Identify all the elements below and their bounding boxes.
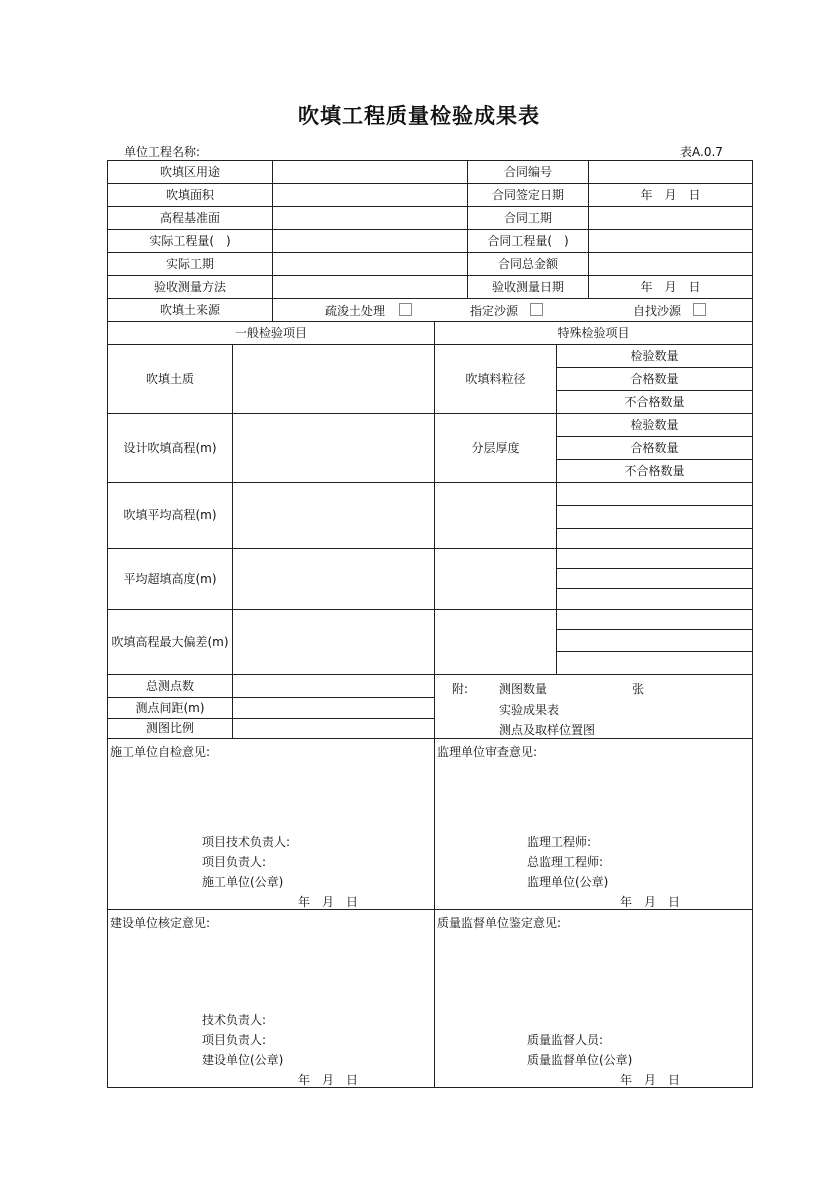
info-label-left	[107, 160, 273, 184]
supervision-date: 年 月 日	[620, 895, 681, 909]
attachment-item: 测点及取样位置图	[499, 723, 596, 737]
info-value-field[interactable]	[272, 160, 468, 184]
special-sub-row[interactable]	[556, 548, 753, 569]
info-label-right-label: 合同总金额	[497, 256, 558, 271]
special-sub-row-label: 不合格数量	[624, 463, 685, 478]
info-label-right-label: 合同签定日期	[491, 187, 564, 202]
special-sub-row	[556, 344, 753, 368]
info-label-right-label: 合同工程量( )	[487, 233, 569, 248]
info-value-field[interactable]	[272, 183, 468, 207]
special-sub-row[interactable]	[556, 568, 753, 589]
construction-opinion-title: 施工单位自检意见:	[110, 745, 211, 759]
info-label-right	[467, 252, 589, 276]
supervision-signature-line: 监理单位(公章)	[527, 875, 609, 889]
general-item-label	[107, 413, 233, 483]
info-value-field[interactable]	[588, 275, 753, 299]
general-items-header	[107, 321, 435, 345]
special-sub-row	[556, 459, 753, 483]
info-label-left-label: 验收测量方法	[153, 279, 226, 294]
special-sub-row[interactable]	[556, 588, 753, 610]
special-item-label	[434, 548, 557, 610]
quality-signature-line: 质量监督单位(公章)	[527, 1053, 633, 1067]
page-title: 吹填工程质量检验成果表	[298, 104, 540, 128]
info-value-field[interactable]	[272, 229, 468, 253]
info-value-field[interactable]	[588, 252, 753, 276]
special-sub-row	[556, 390, 753, 414]
general-item-label-label: 设计吹填高程(m)	[123, 440, 217, 455]
general-item-label-label: 吹填平均高程(m)	[123, 508, 217, 522]
survey-label	[107, 718, 233, 739]
checkbox-wrap[interactable]	[526, 302, 543, 316]
info-label-left	[107, 275, 273, 299]
info-value-field-label: 年 月 日	[640, 187, 701, 202]
general-item-label	[107, 548, 233, 610]
general-item-label-label: 平均超填高度(m)	[123, 571, 217, 586]
special-item-label-label: 吹填料粒径	[465, 371, 526, 386]
survey-label-label: 测点间距(m)	[135, 700, 205, 715]
construction-signature-line: 施工单位(公章)	[202, 875, 284, 889]
general-item-label	[107, 344, 233, 414]
info-label-left	[107, 252, 273, 276]
supervision-signature-line: 总监理工程师:	[527, 855, 604, 869]
special-item-label	[434, 344, 557, 414]
special-sub-row[interactable]	[556, 528, 753, 549]
info-label-left-label: 吹填面积	[165, 187, 214, 202]
construction-signature-line: 项目负责人:	[202, 855, 267, 869]
general-item-value[interactable]	[232, 413, 435, 483]
special-sub-row[interactable]	[556, 609, 753, 630]
attachment-item: 测图数量	[499, 682, 548, 696]
info-value-field[interactable]	[588, 229, 753, 253]
soil-source-option: 指定沙源	[470, 304, 519, 318]
owner-signature-line: 建设单位(公章)	[202, 1053, 284, 1067]
info-label-left	[107, 183, 273, 207]
info-label-left-label: 实际工期	[165, 256, 214, 271]
general-item-value[interactable]	[232, 482, 435, 549]
special-sub-row-label: 不合格数量	[624, 394, 685, 409]
info-value-field[interactable]	[272, 206, 468, 230]
owner-signature-line: 技术负责人:	[202, 1013, 267, 1027]
soil-source-label	[107, 298, 273, 322]
unit-project-name-label: 单位工程名称:	[124, 145, 201, 159]
special-sub-row-label: 合格数量	[630, 371, 679, 386]
general-item-label	[107, 609, 233, 675]
survey-label-label: 测图比例	[145, 721, 194, 735]
construction-date: 年 月 日	[298, 895, 359, 909]
info-value-field[interactable]	[272, 252, 468, 276]
special-sub-row	[556, 413, 753, 437]
info-value-field[interactable]	[272, 275, 468, 299]
checkbox[interactable]	[693, 303, 706, 316]
special-sub-row-label: 合格数量	[630, 440, 679, 455]
info-label-right-label: 验收测量日期	[491, 279, 564, 294]
general-items-header-label: 一般检验项目	[234, 325, 307, 340]
special-item-label	[434, 609, 557, 675]
info-label-left-label: 实际工程量( )	[149, 233, 231, 248]
special-sub-row[interactable]	[556, 651, 753, 675]
special-sub-row[interactable]	[556, 505, 753, 529]
supervision-opinion-title: 监理单位审查意见:	[437, 745, 538, 759]
info-label-right	[467, 160, 589, 184]
special-sub-row-label: 检验数量	[630, 417, 679, 432]
info-label-right	[467, 229, 589, 253]
checkbox[interactable]	[530, 303, 543, 316]
special-sub-row[interactable]	[556, 482, 753, 506]
special-items-header-label: 特殊检验项目	[557, 325, 630, 340]
survey-value[interactable]	[232, 674, 435, 698]
owner-opinion-title: 建设单位核定意见:	[110, 916, 211, 930]
info-value-field[interactable]	[588, 206, 753, 230]
owner-date: 年 月 日	[298, 1073, 359, 1087]
special-item-label-label: 分层厚度	[471, 440, 520, 455]
general-item-label	[107, 482, 233, 549]
special-sub-row-label: 检验数量	[630, 348, 679, 363]
info-value-field-label: 年 月 日	[640, 279, 701, 294]
checkbox-wrap[interactable]	[395, 302, 412, 316]
info-label-left	[107, 206, 273, 230]
info-label-right-label: 合同工期	[503, 210, 552, 225]
info-label-right	[467, 183, 589, 207]
special-sub-row	[556, 367, 753, 391]
info-label-right-label: 合同编号	[503, 164, 552, 179]
survey-label	[107, 697, 233, 719]
survey-label-label: 总测点数	[145, 678, 194, 693]
general-item-label-label: 吹填高程最大偏差(m)	[111, 634, 229, 649]
quality-opinion-title: 质量监督单位鉴定意见:	[437, 916, 562, 930]
attachment-unit: 张	[632, 682, 645, 696]
quality-date: 年 月 日	[620, 1073, 681, 1087]
survey-label	[107, 674, 233, 698]
special-sub-row	[556, 436, 753, 460]
soil-source-label-label: 吹填土来源	[159, 302, 220, 317]
quality-signature-line: 质量监督人员:	[527, 1033, 604, 1047]
attachment-label: 附:	[452, 682, 469, 696]
info-value-field[interactable]	[588, 183, 753, 207]
info-label-left	[107, 229, 273, 253]
survey-value[interactable]	[232, 697, 435, 719]
attachment-item: 实验成果表	[499, 703, 560, 717]
info-label-right	[467, 275, 589, 299]
general-item-label-label: 吹填土质	[145, 371, 194, 386]
table-number: 表A.0.7	[680, 145, 723, 159]
special-items-header	[434, 321, 753, 345]
info-label-left-label: 高程基准面	[159, 210, 220, 225]
special-item-label	[434, 482, 557, 549]
general-item-value[interactable]	[232, 609, 435, 675]
checkbox-wrap[interactable]	[689, 302, 706, 316]
checkbox[interactable]	[399, 303, 412, 316]
construction-signature-line: 项目技术负责人:	[202, 835, 291, 849]
info-label-right	[467, 206, 589, 230]
general-item-value[interactable]	[232, 548, 435, 610]
soil-source-option: 自找沙源	[633, 304, 682, 318]
info-label-left-label: 吹填区用途	[159, 164, 220, 179]
supervision-signature-line: 监理工程师:	[527, 835, 592, 849]
general-item-value[interactable]	[232, 344, 435, 414]
info-value-field[interactable]	[588, 160, 753, 184]
owner-signature-line: 项目负责人:	[202, 1033, 267, 1047]
special-sub-row[interactable]	[556, 629, 753, 652]
survey-value[interactable]	[232, 718, 435, 739]
soil-source-option: 疏浚土处理	[325, 304, 386, 318]
special-item-label	[434, 413, 557, 483]
